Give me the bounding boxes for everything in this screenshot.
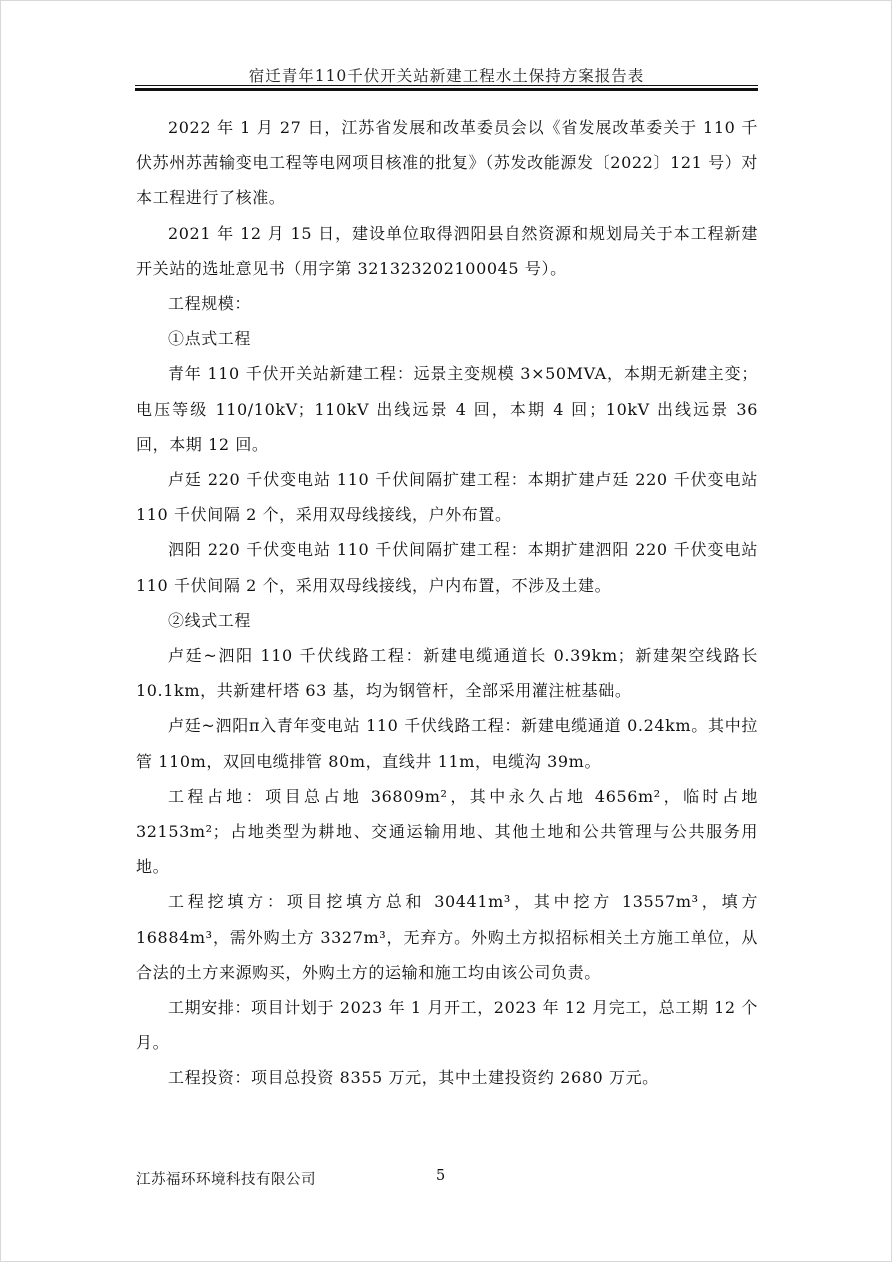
paragraph-line-pi-entry: 卢廷~泗阳π入青年变电站 110 千伏线路工程：新建电缆通道 0.24km。其中拉管 110m，双回电缆排管 80m，直线井 11m，电缆沟 39m。	[136, 716, 758, 771]
paragraph-line-luting-siyang: 卢廷~泗阳 110 千伏线路工程：新建电缆通道长 0.39km；新建架空线路长 10.1km，共新建杆塔 63 基，均为钢管杆，全部采用灌注桩基础。	[136, 646, 758, 701]
paragraph-site-selection: 2021 年 12 月 15 日，建设单位取得泗阳县自然资源和规划局关于本工程新建开关站的选址意见书（用字第 321323202100045 号）。	[136, 223, 758, 278]
paragraph-switching-station: 青年 110 千伏开关站新建工程：远景主变规模 3×50MVA，本期无新建主变；电压等级 110/10kV；110kV 出线远景 4 回，本期 4 回；10kV 出线远景 36 回，本期 12 回。	[136, 364, 758, 454]
paragraph-approval: 2022 年 1 月 27 日，江苏省发展和改革委员会以《省发展改革委关于 110 千伏苏州苏茜输变电工程等电网项目核准的批复》（苏发改能源发〔2022〕121 号）对本工程进行了核准。	[136, 118, 758, 208]
footer-page-number: 5	[436, 1168, 446, 1184]
document-header-title: 宿迁青年110千伏开关站新建工程水土保持方案报告表	[248, 67, 645, 85]
paragraph-luting-expansion: 卢廷 220 千伏变电站 110 千伏间隔扩建工程：本期扩建卢廷 220 千伏变电站 110 千伏间隔 2 个，采用双母线接线，户外布置。	[136, 470, 758, 525]
header-rule-thick	[135, 88, 758, 91]
paragraph-line-works-heading: ②线式工程	[168, 610, 252, 630]
document-body	[136, 110, 758, 1096]
header-rule-thin	[135, 85, 758, 86]
paragraph-land-occupation: 工程占地：项目总占地 36809m²，其中永久占地 4656m²，临时占地 32153m²；占地类型为耕地、交通运输用地、其他土地和公共管理与公共服务用地。	[136, 786, 758, 877]
paragraph-siyang-expansion: 泗阳 220 千伏变电站 110 千伏间隔扩建工程：本期扩建泗阳 220 千伏变电站 110 千伏间隔 2 个，采用双母线接线，户内布置，不涉及土建。	[136, 540, 758, 595]
paragraph-schedule: 工期安排：项目计划于 2023 年 1 月开工，2023 年 12 月完工，总工期 12 个月。	[136, 998, 758, 1053]
paragraph-earthwork: 工程挖填方：项目挖填方总和 30441m³，其中挖方 13557m³，填方 16884m³，需外购土方 3327m³，无弃方。外购土方拟招标相关土方施工单位，从合法的土方来源购买，外购土方的运输和施工均由该公司负责。	[136, 892, 758, 982]
paragraph-investment: 工程投资：项目总投资 8355 万元，其中土建投资约 2680 万元。	[168, 1068, 659, 1088]
paragraph-point-works-heading: ①点式工程	[168, 329, 252, 349]
footer-company: 江苏福环环境科技有限公司	[136, 1172, 316, 1188]
paragraph-scale-heading: 工程规模：	[168, 294, 252, 314]
